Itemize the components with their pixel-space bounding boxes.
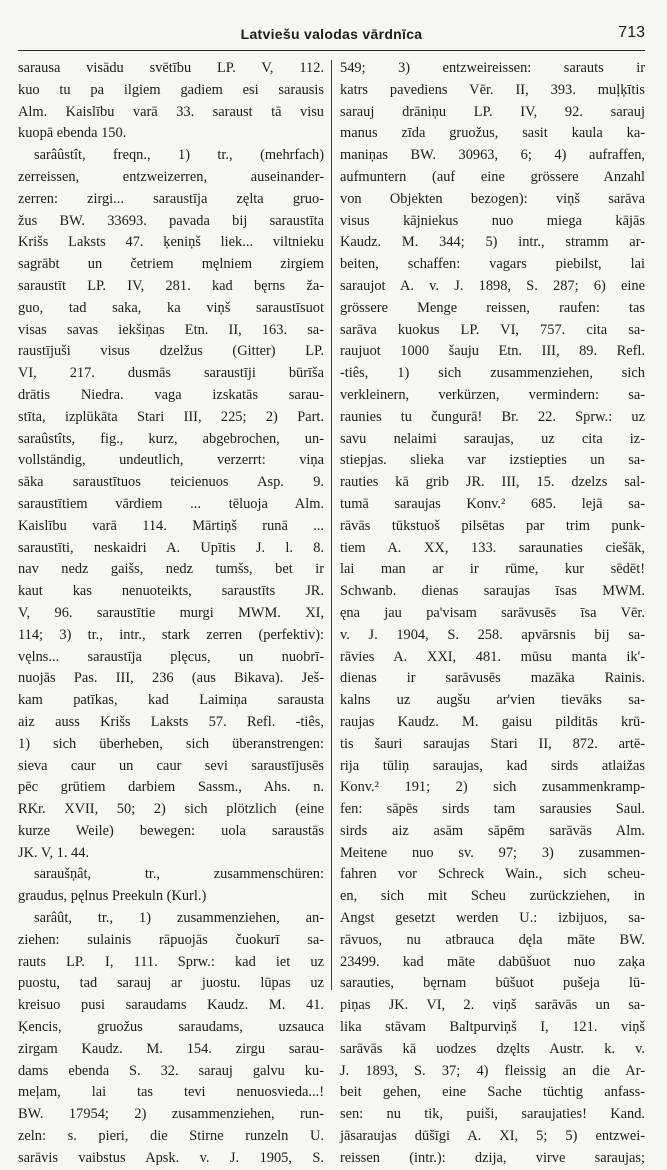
text-line: zirgam Kaudz. M. 154. zirgu sarau- bbox=[18, 1040, 324, 1057]
text-line: beit gehen, eine Sache tüchtig anfass- bbox=[340, 1084, 645, 1101]
text-line: 23499. kad māte dabūšuot nuo zaķa bbox=[340, 953, 645, 970]
text-line: žus BW. 33693. pavada bij saraustīta bbox=[18, 212, 324, 229]
text-line: kuopā ebenda 150. bbox=[18, 125, 127, 142]
text-line: rauties kā grib JR. III, 15. dzelzs sal- bbox=[340, 474, 645, 491]
right-column bbox=[340, 58, 645, 1166]
text-line: sarāva kuokus LP. VI, 757. cita sa- bbox=[340, 321, 645, 338]
left-column bbox=[18, 58, 324, 1166]
text-line: ęna jau pa'visam sarāvusēs īsa Vēr. bbox=[340, 604, 645, 621]
text-line: jāsaraujas dūšīgi A. XI, 5; 5) entzwei- bbox=[340, 1128, 645, 1145]
text-line: rāvies A. XXI, 481. mūsu manta ik'- bbox=[340, 648, 645, 665]
text-line: rija tūliņ saraujas, kad sirds atlaižas bbox=[340, 757, 645, 774]
text-line: raujuot 1000 šauju Etn. III, 89. Refl. bbox=[340, 343, 645, 360]
text-line: kreisuo pusi saraudams Kaudz. M. 41. bbox=[18, 997, 324, 1014]
text-line: zeln: s. pieri, die Stirne runzeln U. bbox=[18, 1128, 324, 1145]
text-line: tumā saraujas Konv.² 685. lejā sa- bbox=[340, 495, 645, 512]
text-line: Konv.² 191; 2) sich zusammenkramp- bbox=[340, 779, 645, 796]
text-line: lika stāvam Baltpurviņš I, 121. viņš bbox=[340, 1019, 645, 1036]
text-line: saraušņât, tr., zusammenschüren: bbox=[34, 866, 324, 883]
text-line: drātis Niedra. vaga izskatās sarau- bbox=[18, 386, 324, 403]
text-line: ziehen: sulainis rāpuojās čuokurī sa- bbox=[18, 931, 324, 948]
text-line: stiepjas. slieka var izstiepties un sa- bbox=[340, 452, 645, 469]
text-line: Angst gesetzt werden U.: izbijuos, sa- bbox=[340, 910, 645, 927]
text-line: rāvuos, nu atbrauca dęla māte BW. bbox=[340, 931, 645, 948]
text-line: sarauties, bęrnam būšuot pušeja lū- bbox=[340, 975, 645, 992]
text-line: sarâût, tr., 1) zusammenziehen, an- bbox=[34, 910, 324, 927]
text-line: raujas Kaudz. M. gaisu pilditās krū- bbox=[340, 713, 645, 730]
text-line: stīta, izplūkāta Stari III, 225; 2) Part. bbox=[18, 408, 324, 425]
text-line: RKr. XVII, 50; 2) sich plötzlich (eine bbox=[18, 801, 324, 818]
text-line: J. 1893, S. 37; 4) fleissig an die Ar- bbox=[340, 1062, 645, 1079]
text-line: tis šauri saraujas Stari II, 872. artē- bbox=[340, 735, 645, 752]
text-line: 114; 3) tr., intr., stark zerren (perfektiv): bbox=[18, 626, 324, 643]
text-line: piņas JK. VI, 2. viņš sarāvās un sa- bbox=[340, 997, 645, 1014]
text-line: v. J. 1904, S. 258. apvārsnis bij sa- bbox=[340, 626, 645, 643]
column-divider bbox=[331, 60, 332, 990]
text-line: lai man ar ir rūme, kur sēdēt! bbox=[340, 561, 645, 578]
text-line: raustījuši visus dzelžus (Gitter) LP. bbox=[18, 343, 324, 360]
text-line: saraustīt LP. IV, 281. kad bęrns ža- bbox=[18, 277, 324, 294]
text-line: kaut kas nenuoteikts, saraustīts JR. bbox=[18, 583, 324, 600]
text-line: fen: sāpēs sirds tam sarausies Saul. bbox=[340, 801, 645, 818]
text-line: sen: nu tik, puiši, saraujaties! Kand. bbox=[340, 1106, 645, 1123]
text-line: zerreissen, entzweizerren, auseinander- bbox=[18, 168, 324, 185]
running-title: Latviešu valodas vārdnīca bbox=[240, 26, 423, 42]
text-line: en, sich mit Scheu zurückziehen, in bbox=[340, 888, 645, 905]
text-line: saraustīti, neskaidri A. Upītis J. l. 8. bbox=[18, 539, 324, 556]
text-line: kuo tu pa ilgiem gadiem esi sarausis bbox=[18, 81, 324, 98]
text-line: aiz auss Krišs Laksts 57. Refl. -tiês, bbox=[18, 713, 324, 730]
text-line: JK. V, 1. 44. bbox=[18, 844, 90, 861]
text-line: sarauj drāniņu LP. IV, 92. sarauj bbox=[340, 103, 645, 120]
text-line: savu nelaimi saraujas, uz cita iz- bbox=[340, 430, 645, 447]
text-line: rāvās tūkstuoš pilsētas par trim punk- bbox=[340, 517, 645, 534]
text-line: tiem A. XX, 133. saraunaties ciešāk, bbox=[340, 539, 645, 556]
text-line: saraujot A. v. J. 1898, S. 287; 6) eine bbox=[340, 277, 645, 294]
text-line: vollständig, undeutlich, verzerrt: viņa bbox=[18, 452, 324, 469]
text-line: guo, tad saka, ka viņš saraustīsuot bbox=[18, 299, 324, 316]
text-line: Schwanb. dienas saraujas īsas MWM. bbox=[340, 583, 645, 600]
text-line: aufmuntern (auf eine grössere Anzahl bbox=[340, 168, 645, 185]
text-line: Kaislību varā 114. Mārtiņš runā ... bbox=[18, 517, 324, 534]
text-line: graudus, pęlnus Preekuln (Kurl.) bbox=[18, 888, 207, 905]
text-line: sarâûstît, freqn., 1) tr., (mehrfach) bbox=[34, 147, 324, 164]
text-line: sarāvās kā uodzes dzęlts Austr. k. v. bbox=[340, 1040, 645, 1057]
text-line: visus kājniekus nuo miega kājās bbox=[340, 212, 645, 229]
text-line: Ķencis, gruožus saraudams, uzsauca bbox=[18, 1019, 324, 1036]
text-line: dams ebenda S. 32. sarauj galvu ku- bbox=[18, 1062, 324, 1079]
text-line: meļam, lai tas tevi nenuosvieda...! bbox=[18, 1084, 324, 1101]
text-line: maniņas BW. 30963, 6; 4) aufraffen, bbox=[340, 147, 645, 164]
text-line: nuojās Pas. III, 236 (aus Bikava). Ješ- bbox=[18, 670, 324, 687]
page-header bbox=[18, 20, 645, 51]
text-line: Kaudz. M. 344; 5) intr., stramm ar- bbox=[340, 234, 645, 251]
text-line: 549; 3) entzweireissen: sarauts ir bbox=[340, 60, 645, 76]
text-line: kurze Weile) bewegen: uola saraustās bbox=[18, 822, 324, 839]
text-line: manus zīda gruožus, sasit kaula ka- bbox=[340, 125, 645, 142]
text-line: kalns uz augšu ar'vien tievāks sa- bbox=[340, 692, 645, 709]
text-line: visas savas iekšiņas Etn. II, 163. sa- bbox=[18, 321, 324, 338]
text-line: V, 96. saraustītie murgi MWM. XI, bbox=[18, 604, 324, 621]
text-line: rauts LP. I, 111. Sprw.: kad iet uz bbox=[18, 953, 324, 970]
text-line: sirds aiz asām sāpēm sarāvās Alm. bbox=[340, 822, 645, 839]
text-line: reissen (intr.): dzija, virve saraujas; bbox=[340, 1149, 645, 1166]
text-line: dienas ir sarāvusēs mazāka Rainis. bbox=[340, 670, 645, 687]
page-number: 713 bbox=[618, 24, 645, 41]
text-line: grössere Menge reissen, raufen: tas bbox=[340, 299, 645, 316]
text-line: fahren vor Schreck Wain., sich scheu- bbox=[340, 866, 645, 883]
text-line: VI, 217. dusmās saraustīji būrīša bbox=[18, 365, 324, 382]
text-line: sāka saraustītuos teicienuos Asp. 9. bbox=[18, 474, 324, 491]
text-line: raunies tu čungurā! Br. 22. Sprw.: uz bbox=[340, 408, 645, 425]
text-line: sieva caur un caur sevi saraustījusēs bbox=[18, 757, 324, 774]
text-line: Krišs Laksts 47. ķeniņš liek... viltnieku bbox=[18, 234, 324, 251]
text-line: sarāvis vaibstus Apsk. v. J. 1905, S. bbox=[18, 1149, 324, 1166]
text-line: beiten, schaffen: vagars piebilst, lai bbox=[340, 256, 645, 273]
text-line: 1) sich überheben, sich überanstrengen: bbox=[18, 735, 324, 752]
text-line: Meitene nuo sv. 97; 3) zusammen- bbox=[340, 844, 645, 861]
text-line: verkleinern, verkürzen, vermindern: sa- bbox=[340, 386, 645, 403]
text-line: kam patīkas, kad Laimiņa sarausta bbox=[18, 692, 324, 709]
text-line: saraustītiem vārdiem ... tēluoja Alm. bbox=[18, 495, 324, 512]
text-line: sarausa visādu svētību LP. V, 112. bbox=[18, 60, 324, 76]
text-line: puostu, tad sarauj ar juostu. lūpas uz bbox=[18, 975, 324, 992]
text-line: Alm. Kaislību varā 33. saraust tā visu bbox=[18, 103, 324, 120]
text-line: BW. 17954; 2) zusammenziehen, run- bbox=[18, 1106, 324, 1123]
text-line: saraûstîts, fig., kurz, abgebrochen, un- bbox=[18, 430, 324, 447]
text-line: nav nedz gaišs, nedz tumšs, bet ir bbox=[18, 561, 324, 578]
text-line: zerren: zirgi... saraustīja zęlta gruo- bbox=[18, 190, 324, 207]
text-line: von Objekten bezogen): viņš sarāva bbox=[340, 190, 645, 207]
text-line: vęlns... saraustīja plęcus, un nuobrī- bbox=[18, 648, 324, 665]
text-line: pēc grūtiem darbiem Sassm., Ahs. n. bbox=[18, 779, 324, 796]
text-line: -tiês, 1) sich zusammenziehen, sich bbox=[340, 365, 645, 382]
text-line: katrs pavediens Vēr. II, 393. muļķītis bbox=[340, 81, 645, 98]
text-line: sagrābt un četriem męlniem zirgiem bbox=[18, 256, 324, 273]
